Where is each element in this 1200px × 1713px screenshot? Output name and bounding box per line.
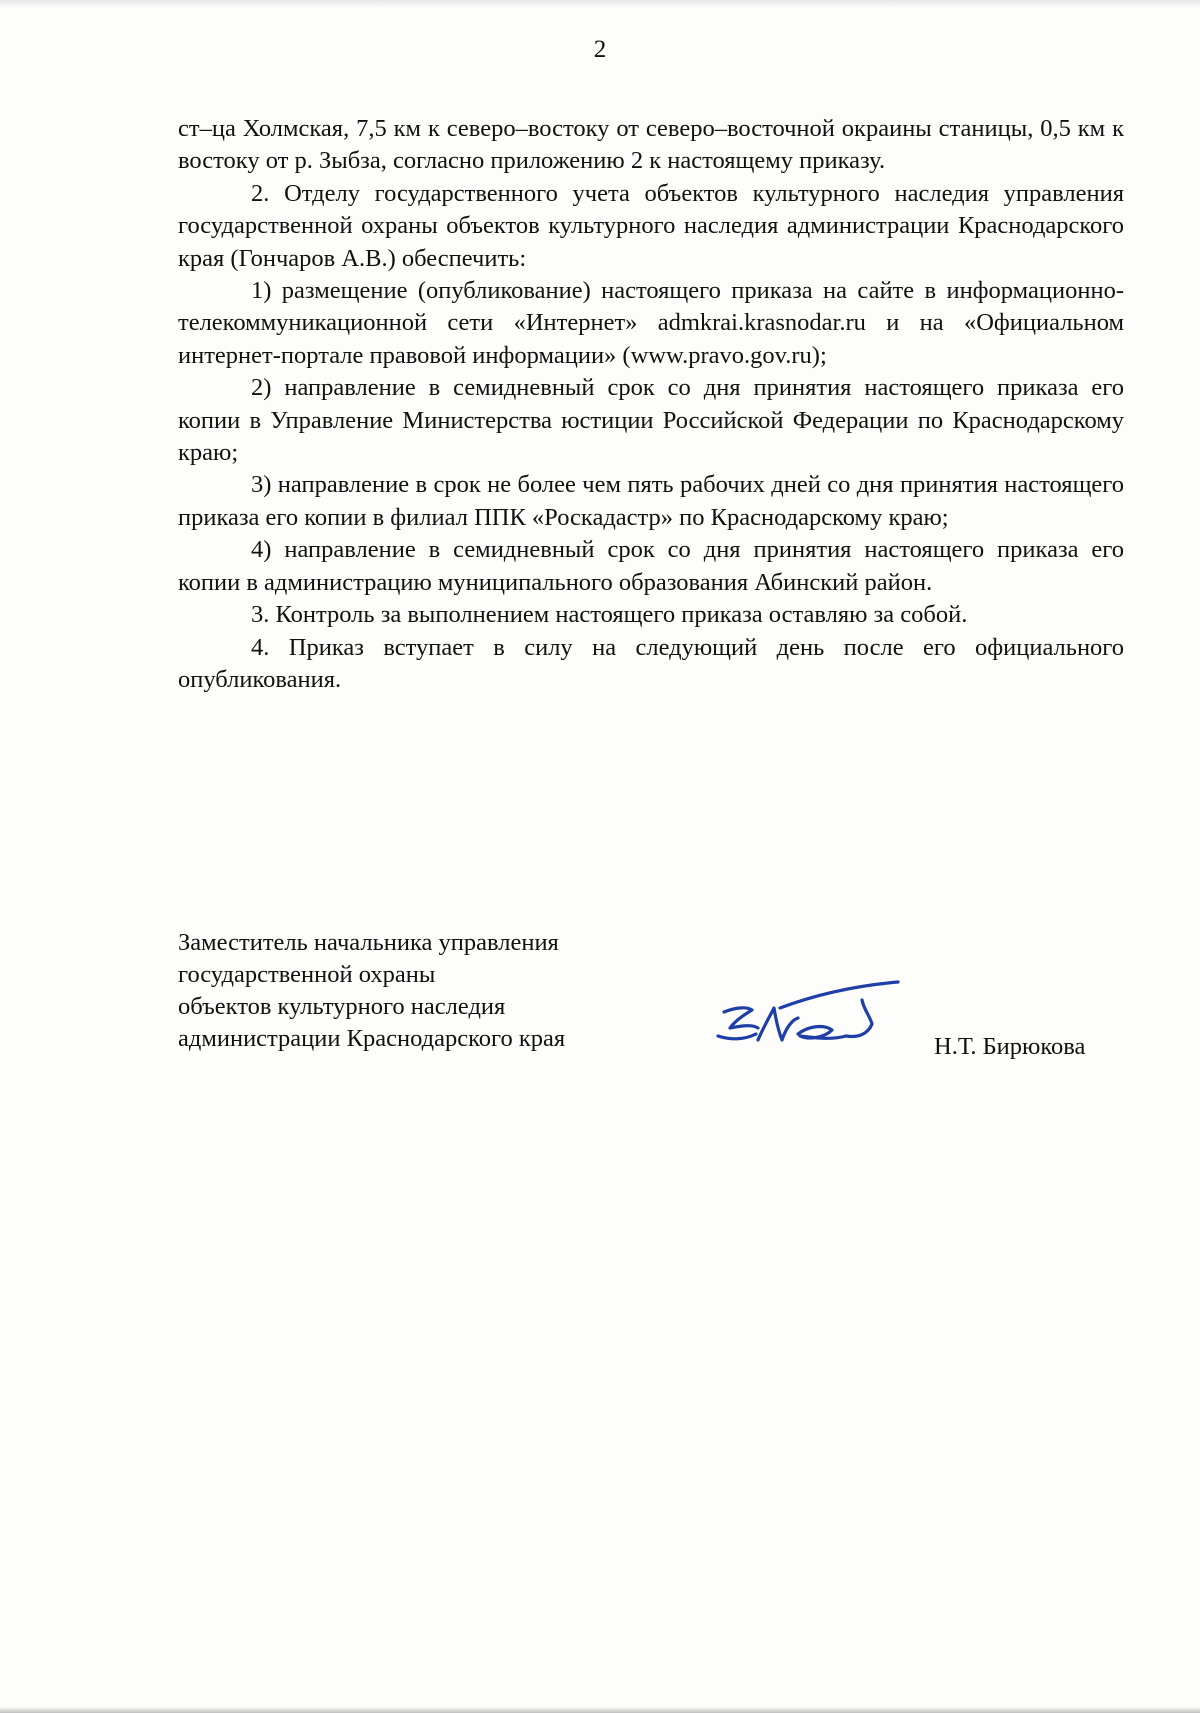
paragraph-8: 4. Приказ вступает в силу на следующий день после его официального опубликования. (178, 633, 1124, 693)
signature-stroke (724, 1008, 758, 1028)
paragraph-3: 1) размещение (опубликование) настоящего приказа на сайте в информационно-телекоммуникационной сети «Интернет» admkrai.krasnodar.ru и на «Официальном интернет-портале правовой информации» (www.pravo.gov.ru); (178, 277, 1124, 369)
paragraph-7: 3. Контроль за выполнением настоящего приказа оставляю за собой. (251, 601, 968, 629)
signatory-position-line: объектов культурного наследия (178, 993, 506, 1020)
signatory-position-line: администрации Краснодарского края (178, 1025, 566, 1052)
paragraph-1: ст–ца Холмская, 7,5 км к северо–востоку от северо–восточной окраины станицы, 0,5 км к востоку от р. Зыбза, согласно приложению 2 к настоящему приказу. (178, 115, 1124, 175)
signature-strokes (718, 982, 898, 1040)
signature-flourish (780, 982, 898, 1008)
paragraph-6: 4) направление в семидневный срок со дня принятия настоящего приказа его копии в администрацию муниципального образования Абинский район. (178, 536, 1124, 596)
signatory-position-line: Заместитель начальника управления (178, 929, 559, 956)
signatory-position-line: государственной охраны (178, 961, 436, 988)
signatory-position (178, 927, 678, 1055)
paragraph-4: 2) направление в семидневный срок со дня принятия настоящего приказа его копии в Управление Министерства юстиции Российской Федерации по Краснодарскому краю; (178, 374, 1124, 467)
signatory-name: Н.Т. Бирюкова (934, 1033, 1086, 1060)
scan-edge-top (0, 0, 1200, 8)
signature-stroke (846, 1000, 872, 1037)
paragraph-2: 2. Отделу государственного учета объектов культурного наследия управления государственной охраны объектов культурного наследия администрации Краснодарского края (Гончаров А.В.) обеспечить: (178, 179, 1124, 272)
document-body (178, 113, 1124, 696)
scan-edge-bottom (0, 1707, 1200, 1713)
paragraph-5: 3) направление в срок не более чем пять рабочих дней со дня принятия настоящего приказа его копии в филиал ППК «Роскадастр» по Краснодарскому краю; (178, 471, 1124, 531)
signature-stroke (718, 1034, 756, 1039)
page-number: 2 (593, 36, 607, 63)
handwritten-signature (712, 978, 912, 1068)
signature-stroke (798, 1027, 846, 1039)
signature-stroke (758, 1008, 798, 1040)
